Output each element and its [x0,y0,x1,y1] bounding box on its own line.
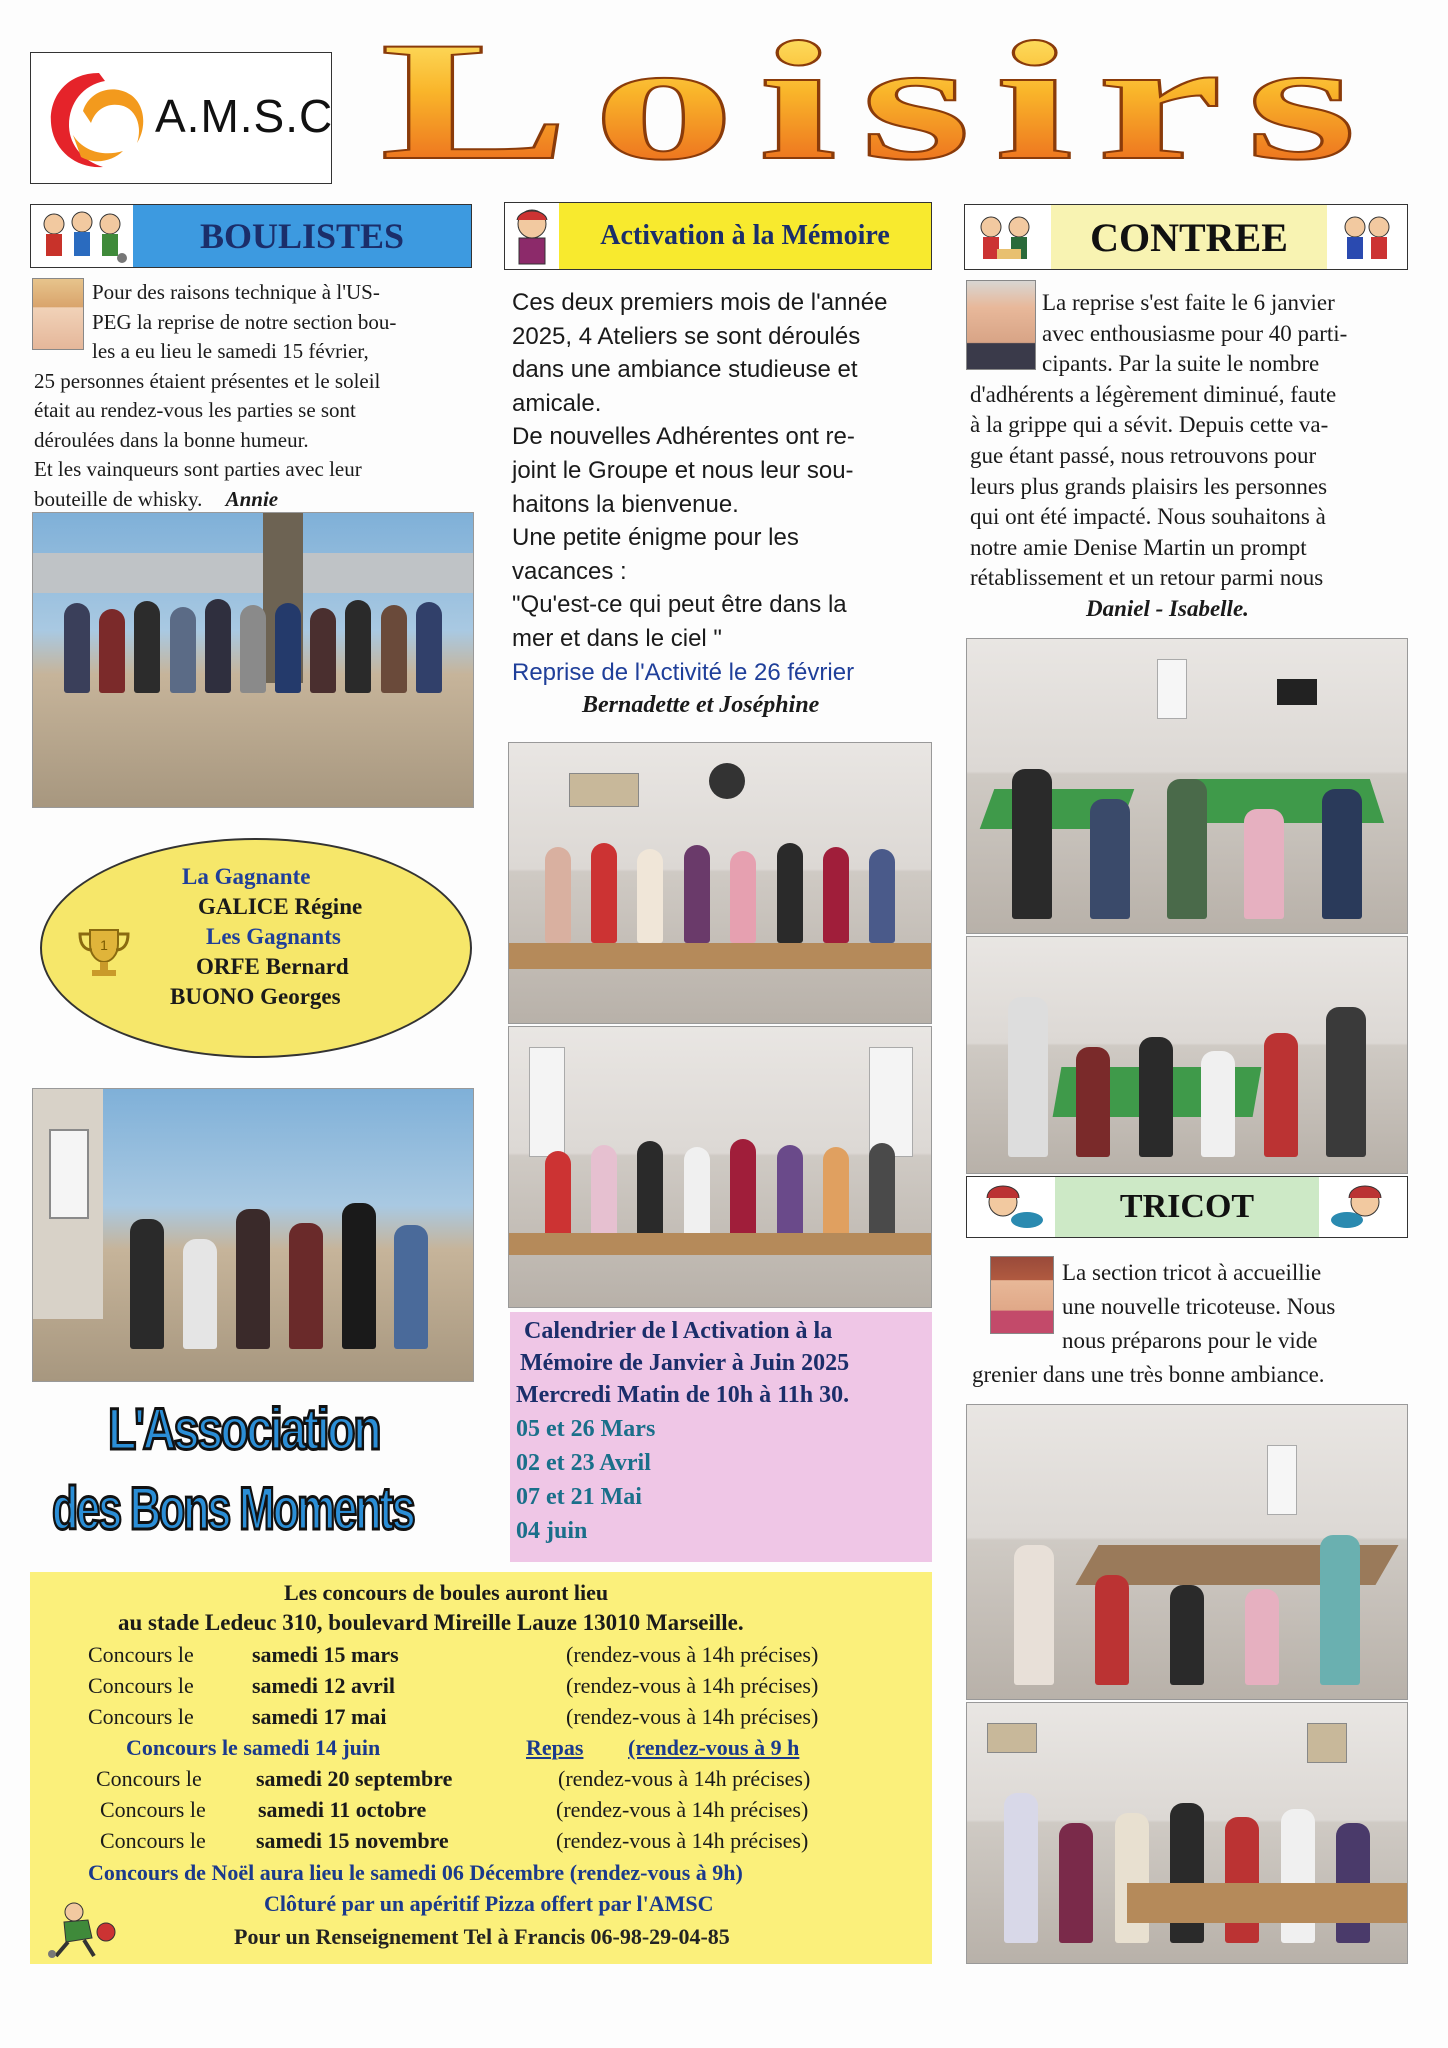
contree-line: La reprise s'est faite le 6 janvier [1042,290,1335,315]
contree-signature: Daniel - Isabelle. [1086,595,1249,621]
boules-row-rdv: (rendez-vous à 9 h [628,1735,800,1760]
winner-heading: La Gagnante [182,864,311,889]
tricot-header [966,1176,1408,1238]
boulistes-group-photo [32,512,474,808]
boulistes-line: bouteille de whisky. [34,486,203,511]
boulistes-signature: Annie [225,486,279,511]
memoire-header [504,202,932,270]
association-logo-line: des Bons Moments [52,1475,414,1542]
tricot-text [972,1256,1408,1392]
boulistes-line: Pour des raisons technique à l'US- [92,280,380,304]
tricot-photo-1 [966,1404,1408,1700]
contree-cartoon-right-icon [1327,205,1407,269]
boules-row-rdv: (rendez-vous à 14h précises) [556,1828,809,1853]
amsc-logo [30,52,332,184]
contree-header [964,204,1408,270]
calendar-line: Mémoire de Janvier à Juin 2025 [520,1350,850,1376]
winner-name: BUONO Georges [170,984,341,1009]
memoire-text [512,286,932,723]
memoire-line: Ces deux premiers mois de l'année [512,289,888,316]
tricot-line: nous préparons pour le vide [1062,1328,1318,1353]
boules-row-date: samedi 20 septembre [256,1766,453,1791]
memoire-signature: Bernadette et Joséphine [582,692,820,719]
contree-line: leurs plus grands plaisirs les personnes [970,473,1328,499]
amsc-swirl-icon [43,65,155,173]
boulistes-line: déroulées dans la bonne humeur. [34,427,309,452]
contree-line: rétablissement et un retour parmi nous [970,565,1324,591]
boules-schedule-box [30,1572,932,1964]
boules-row-label: Concours le [88,1704,194,1729]
tricot-line: grenier dans une très bonne ambiance. [972,1362,1325,1387]
memoire-line: Une petite énigme pour les [512,524,799,552]
boules-row-date: samedi 12 avril [252,1673,395,1698]
memoire-line: vacances : [512,557,627,585]
boules-row-rdv: (rendez-vous à 14h précises) [558,1766,811,1791]
calendar-line: Calendrier de l Activation à la [524,1318,833,1344]
boulistes-title: BOULISTES [133,205,471,267]
calendar-date: 05 et 26 Mars [516,1416,656,1442]
tricot-photo-2 [966,1702,1408,1964]
contree-line: qui ont été impacté. Nous souhaitons à [970,504,1326,530]
boules-contact: Pour un Renseignement Tel à Francis 06-98-29-04-85 [234,1924,730,1949]
tricot-line: La section tricot à accueillie [1062,1260,1322,1285]
boules-row-label: Concours le [96,1766,202,1791]
memoire-line: mer et dans le ciel " [512,624,722,652]
boules-row-date: samedi 17 mai [252,1704,387,1729]
winners-photo [32,1088,474,1382]
memoire-reprise: Reprise de l'Activité le 26 février [512,658,855,686]
boules-intro: au stade Ledeuc 310, boulevard Mireille Lauze 13010 Marseille. [118,1610,744,1635]
contree-cartoon-left-icon [965,205,1051,269]
boules-intro: Les concours de boules auront lieu [284,1580,609,1605]
boules-row-date: samedi 15 novembre [256,1828,449,1853]
tricot-cartoon-left-icon [967,1177,1055,1237]
winner-name: GALICE Régine [198,894,363,919]
memoire-photo-1 [508,742,932,1024]
memoire-line: joint le Groupe et nous leur sou- [512,456,854,484]
contree-text [970,288,1410,625]
boules-row-date: Repas [526,1735,584,1760]
svg-text:1: 1 [100,937,108,953]
boulistes-line: Et les vainqueurs sont parties avec leur [34,457,362,481]
tricot-cartoon-right-icon [1319,1177,1407,1237]
boules-row-label: Concours le [100,1828,206,1853]
association-logo [52,1392,460,1562]
boules-row-date: samedi 11 octobre [258,1797,427,1822]
petanque-player-icon [44,1898,126,1960]
memoire-line: "Qu'est-ce qui peut être dans la [512,591,847,619]
contree-photo-2 [966,936,1408,1174]
boules-row-label: Concours le [88,1642,194,1667]
boulistes-header [30,204,472,268]
loisirs-title [360,30,1400,180]
boulistes-line: les a eu lieu le samedi 15 février, [92,339,369,363]
memoire-title: Activation à la Mémoire [559,203,931,269]
calendar-line: Mercredi Matin de 10h à 11h 30. [516,1382,850,1408]
winners-ellipse [40,838,472,1058]
memoire-line: De nouvelles Adhérentes ont re- [512,423,855,451]
tricot-line: une nouvelle tricoteuse. Nous [1062,1294,1336,1319]
boulistes-line: 25 personnes étaient présentes et le soleil [34,368,381,393]
boules-row-rdv: (rendez-vous à 14h précises) [556,1797,809,1822]
boules-row-date: samedi 15 mars [252,1642,399,1667]
boules-row-label: Concours le [88,1673,194,1698]
memoire-photo-2 [508,1026,932,1308]
loisirs-title-text: Loisirs [380,30,1380,180]
contree-line: notre amie Denise Martin un prompt [970,534,1307,560]
contree-line: avec enthousiasme pour 40 parti- [1042,320,1348,346]
contree-line: d'adhérents a légèrement diminué, faute [970,381,1337,407]
contree-line: gue étant passé, nous retrouvons pour [970,442,1317,468]
contree-line: à la grippe qui a sévit. Depuis cette va- [970,412,1329,438]
memoire-line: haitons la bienvenue. [512,490,739,518]
contree-line: cipants. Par la suite le nombre [1042,351,1320,377]
memoire-line: 2025, 4 Ateliers se sont déroulés [512,322,861,350]
trophy-icon [76,924,132,980]
boulistes-cartoon-icon [31,205,133,267]
boulistes-last-line [34,485,474,515]
calendar-date: 07 et 21 Mai [516,1484,642,1510]
boules-noel: Concours de Noël aura lieu le samedi 06 Décembre (rendez-vous à 9h) [88,1860,743,1885]
boulistes-line: était au rendez-vous les parties se sont [34,398,356,422]
boules-row-label: Concours le samedi 14 juin [126,1735,381,1760]
boules-row-rdv: (rendez-vous à 14h précises) [566,1642,819,1667]
boules-cloture: Clôturé par un apéritif Pizza offert par l'AMSC [264,1891,714,1916]
calendar-box [510,1312,932,1562]
contree-photo-1 [966,638,1408,934]
boules-row-rdv: (rendez-vous à 14h précises) [566,1704,819,1729]
memoire-line: dans une ambiance studieuse et [512,356,858,384]
calendar-date: 02 et 23 Avril [516,1450,651,1476]
logo-text: A.M.S.C [155,90,334,142]
calendar-date: 04 juin [516,1518,588,1544]
memoire-cartoon-icon [505,203,559,269]
tricot-title: TRICOT [1055,1177,1319,1237]
winner-name: ORFE Bernard [196,954,349,979]
winners-heading: Les Gagnants [206,924,341,949]
boules-row-label: Concours le [100,1797,206,1822]
memoire-line: amicale. [512,389,602,417]
boulistes-line: PEG la reprise de notre section bou- [92,309,397,334]
boulistes-text [34,278,474,514]
association-logo-line: L'Association [108,1397,380,1462]
boules-row-rdv: (rendez-vous à 14h précises) [566,1673,819,1698]
contree-title: CONTREE [1051,205,1327,269]
